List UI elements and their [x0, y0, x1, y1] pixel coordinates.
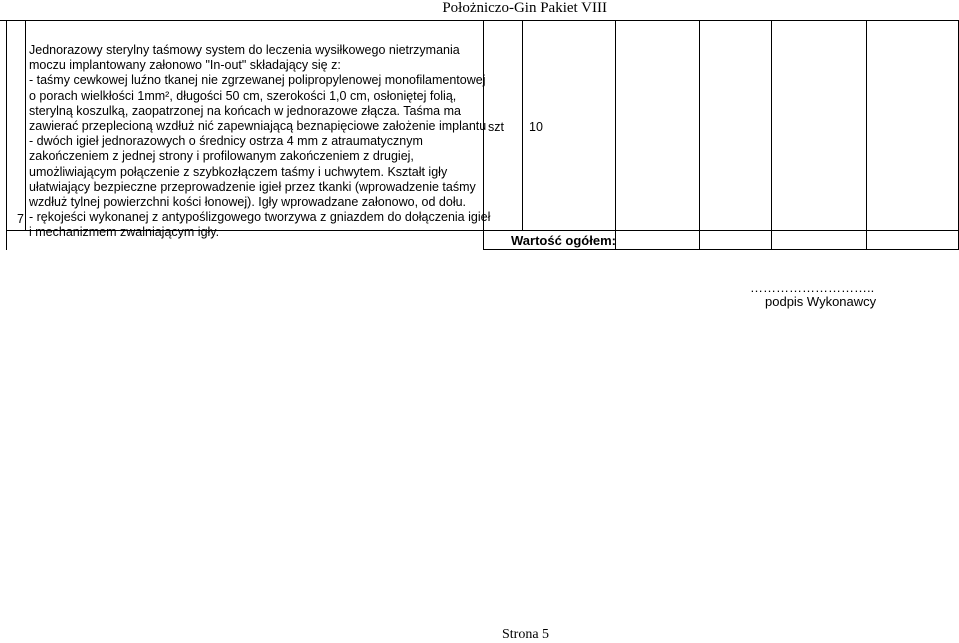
item-quantity: 10	[529, 120, 543, 134]
document-header-title: Położniczo-Gin Pakiet VIII	[442, 0, 607, 16]
col-border-value	[771, 20, 772, 250]
item-description	[29, 43, 491, 241]
page-number: Strona 5	[502, 627, 550, 642]
description-line: wzdłuż tylnej powierzchni kości łonowej). Igły wprowadzane załonowo, od dołu.	[29, 195, 467, 210]
col-border-unit	[522, 20, 523, 230]
description-line: - rękojeści wykonanej z antypoślizgowego tworzywa z gniazdem do dołączenia igieł	[29, 210, 491, 225]
description-line: i mechanizmem zwalniającym igły.	[29, 225, 220, 240]
signature-line: ………………………..	[750, 280, 875, 295]
col-border-price	[699, 20, 700, 250]
description-line: o porach wielkłości 1mm², długości 50 cm, szerokości 1,0 cm, osłoniętej folią,	[29, 88, 457, 103]
signature-label: podpis Wykonawcy	[765, 294, 877, 309]
description-line: moczu implantowany załonowo "In-out" składający się z:	[29, 58, 341, 73]
description-line: ułatwiający bezpieczne przeprowadzenie igieł przez tkanki (wprowadzenie taśmy	[29, 179, 476, 194]
description-line: - taśmy cewkowej luźno tkanej nie zgrzewanej polipropylenowej monofilamentowej	[29, 73, 486, 88]
col-border-left	[6, 20, 7, 250]
col-border-num	[25, 20, 26, 230]
description-line: - dwóch igieł jednorazowych o średnicy ostrza 4 mm z atraumatycznym	[29, 134, 423, 149]
total-row-bottom-border	[483, 249, 959, 250]
description-line: zawierać przeplecioną wzdłuż nić zapewniającą beznapięciowe założenie implantu	[29, 119, 487, 134]
item-unit: szt	[488, 120, 504, 134]
total-value-label: Wartość ogółem:	[511, 233, 616, 248]
description-line: Jednorazowy sterylny taśmowy system do leczenia wysiłkowego nietrzymania	[29, 43, 460, 57]
description-line: umożliwiającym połączenie z szybkozłączem taśmy i uchwytem. Kształt igły	[29, 164, 448, 179]
col-border-vat	[866, 20, 867, 250]
col-border-qty	[615, 20, 616, 250]
description-line: zakończeniem z jednej strony i profilowanym zakończeniem z drugiej,	[29, 149, 414, 164]
item-number: 7	[17, 212, 24, 226]
description-line: sterylną koszulką, zaopatrzonej na końcach w jednorazowe złącza. Taśma ma	[29, 103, 461, 118]
